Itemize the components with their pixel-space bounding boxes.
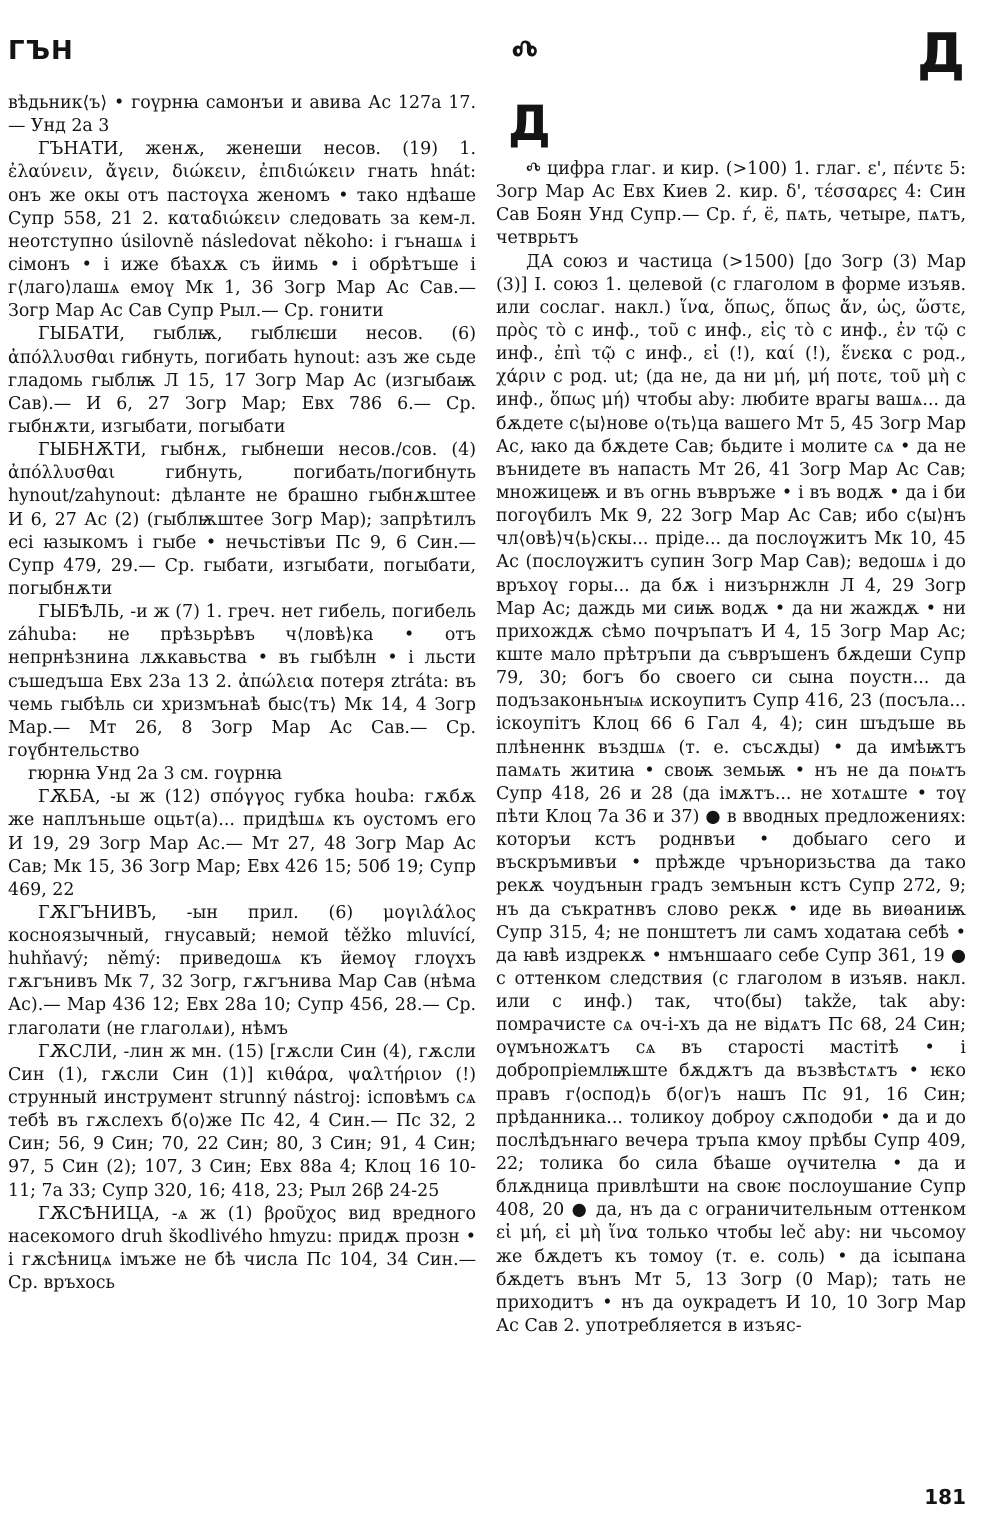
section-letter: Д bbox=[508, 96, 551, 152]
entry-da: ДА союз и частица (>1500) [до Зогр (3) Мар (3)] I. союз 1. целевой (с глаголом в форме изъяв. или сослаг. накл.) ἵνα, ὅπως, ὅπως ἄν, ὡς, ὥστε, πρὸς τὸ с инф., τοῦ с инф., εἰς τὸ с инф., ἐν τῷ с инф., ἐπὶ τῷ с инф., εἰ (!), καί (!), ἕνεκα с род., χάριν с род. ut; (да не, да ни μή, μή ποτε, τοῦ μὴ с инф., ὅπως μή) чтобы aby: любите врагы вашѧ... да бѫдете с⟨ы⟩нове о⟨ть⟩ца вашего Мт 5, 45 Зогр Мар Ас, ꙗко да бѫдете Сав; бьдите і молите сѧ • да не вънидете въ напасть Мт 26, 41 Зогр Мар Ас Сав; множицеѭ и въ огнь въвръже • і въ водѫ • да і би погоүбилъ Мк 9, 22 Зогр Мар Ас Сав; ибо с⟨ы⟩нъ чл⟨овѣ⟩ч⟨ь⟩скы... пріде... да послоүжитъ Мк 10, 45 Ас (послоүжитъ супин Зогр Мар Сав); ведошѧ і до връхоү горы... да бѫ і низърнжлн Л 4, 29 Зогр Мар Ас; даждь ми сиѭ водѫ • да ни жаждѫ • ни прихождѫ сѣмо почръпатъ И 4, 15 Зогр Мар Ас; кште мало прѣтръпи да съвръшенъ бѫдеши Супр 79, 30; богъ бо своего си сына поустн... да подъзаконьнꙑѩ искоупитъ Супр 416, 23 (посъла... іскоупітъ Клоц 66 6 Гал 4, 4); син шъдъше вь плѣненнк въздшѧ (т. е. съсѫды) • да имѣѭтъ памѧть житиꙗ • своѭ земьѭ • нъ не да поѩтъ Супр 418, 26 и 28 (да імѫтъ... не хотѧште • тоү пѣти Клоц 7а 36 и 37) ● в вводных предложениях: которъи кстъ роднвъи • добыаго сего и въскръмивъи • прѣжде чръноризьства да тако рекѫ чоудънын градъ земънын кстъ Супр 272, 9; нъ да съкратнвъ слово рекѫ • иде вь виѳаниѭ Супр 315, 4; не понштетъ ли самъ ходатаꙗ себѣ • да ꙗвѣ издрекѫ • нмъншааго себе Супр 361, 19 ● с оттенком следствия (с глаголом в изъяв. накл. или с инф.) так, что(бы) takže, tak aby: помрачисте сѧ оч-і-хъ да не відѧтъ Пс 68, 24 Син; оүмъножѧтъ сѧ въ старості мастітѣ • і добропріемлѭште бѫдѫтъ да възвѣстѧтъ • ѥко правъ г⟨оспод⟩ь б⟨ог⟩ъ нашъ Пс 91, 16 Син; прѣданника... толикоу доброу сѫподоби • да и до послѣдънꙗго вечера тръпа кмоу прѣбы Супр 409, 22; толика бо сила бѣаше оүчителꙗ • да и блѫдница привлѣшти на своѥ послоушание Супр 408, 20 ● да, нъ да с ограничительным оттенком εἰ μή, εἰ μὴ ἵνα только чтобы leč aby: ни чьсомоу же бѫдетъ къ томоу (т. е. соль) • да ісыпана бѫдетъ вънъ Мт 5, 13 Зогр (0 Мар); тать не приходитъ • нъ да оукрадетъ И 10, 10 Зогр Мар Ас Сав 2. употребляется в изъяс- bbox=[496, 251, 966, 1337]
entry-d-numeral: Ⰴ цифра глаг. и кир. (>100) 1. глаг. ε', πέντε 5: Зогр Мар Ас Евх Киев 2. кир. δ', τέσσαρες 4: Син Сав Боян Унд Супр.— Ср. ѓ, є̈, пѧть, четыре, пѧтъ, четврьтъ bbox=[496, 159, 966, 249]
entry-gogniv: ГѪГЪНИВЪ, -ын прил. (6) μογιλάλος косноязычный, гнусавый; немой těžko mluvící, huhňavý; němý: приведошѧ къ ӥемоү глоүхъ гѫгънивъ Мк 7, 32 Зогр, гѫгънива Мар Сав (нѣма Ас).— Мар 436 12; Евх 28а 10; Супр 456, 28.— Ср. глаголати (не глаголѧи), нѣмъ bbox=[8, 902, 476, 1039]
page-number: 181 bbox=[924, 1485, 966, 1509]
entry-goba: ГѪБА, -ы ж (12) σπόγγος губка houba: гѫбѫ же наплъньше оцьт(а)... придѣшѧ къ оустомъ его И 19, 29 Зогр Мар Ас.— Мт 27, 48 Зогр Мар Ас Сав; Мк 15, 36 Зогр Мар; Евх 426 15; 50б 19; Супр 469, 22 bbox=[8, 787, 476, 900]
entry-gybnoti: ГЫБНѪТИ, гыбнѫ, гыбнеши несов./сов. (4) ἀπόλλυσθαι гибнуть, погибать/погибнуть hynout/zahynout: дѣланте не брашно гыбнѫштее И 6, 27 Ас (2) (гыблѭштее Зогр Мар); запрѣтилъ есі ꙗзыкомъ і гыбе • нечьстівъи Пс 9, 6 Син.— Супр 479, 29.— Ср. гыбати, изгыбати, погыбати, погыбнѫти bbox=[8, 440, 476, 599]
entry-continuation: вѣдьник⟨ъ⟩ • гоүрнꙗ самонъи и авива Ас 127а 17.— Унд 2а 3 bbox=[8, 93, 476, 137]
entry-gyurnya: гюрнꙗ Унд 2а 3 см. гоүрнꙗ bbox=[28, 764, 283, 785]
entry-gybati: ГЫБАТИ, гыблѭ, гыблѥши несов. (6) ἀπόλλυσθαι гибнуть, погибать hynout: азъ же сьде гладомь гыблѭ Л 15, 17 Зогр Мар Ас (изгыбаѭ Сав).— И 6, 27 Зогр Мар; Евх 786 6.— Ср. гыбнѫти, изгыбати, погыбати bbox=[8, 324, 476, 437]
entry-gunati: ГЪНАТИ, женѫ, женеши несов. (19) 1. ἐλαύνειν, ἄγειν, διώκειν, ἐπιδιώκειν гнать hnát: онъ же окы отъ пастоүха женомъ • тако ндѣаше Супр 558, 21 2. καταδιώκειν следовать за кем-л. неотступно úsilovně následovat někoho: і гънашѧ і сімонъ • і иже бѣахѫ съ ӥимь • і обрѣтъше і г⟨лаго⟩лашѧ емоү Мк 1, 36 Зогр Мар Ас Сав.— Зогр Мар Ас Сав Супр Рыл.— Ср. гонити bbox=[8, 139, 476, 322]
left-column bbox=[8, 92, 476, 1295]
running-letter-cyrillic: Д bbox=[917, 22, 966, 85]
entry-gosenica: ГѪСѢНИЦА, -ѧ ж (1) βροῦχος вид вредного насекомого druh škodlivého hmyzu: придѫ прозн • і гѫсѣницѧ імъже не бѣ числа Пс 104, 34 Син.— Ср. връхось bbox=[8, 1203, 476, 1294]
right-column bbox=[496, 158, 966, 1338]
entry-gybel: ГЫБѢЛЬ, -и ж (7) 1. греч. нет гибель, погибель záhuba: не прѣзьрѣвъ ч⟨ловѣ⟩ка • отъ непрнѣзнина лѫкавьства • въ гыбѣлн • і льсти съшедъша Евх 23а 13 2. ἀπώλεια потеря ztráta: въ чемь гыбѣль си хризмънаѣ быс⟨тъ⟩ Мк 14, 4 Зогр Мар.— Мт 26, 8 Зогр Мар Ас Сав.— Ср. гоүбнтельство bbox=[8, 602, 476, 761]
running-letter-glagolitic: Ⰴ bbox=[512, 34, 538, 69]
entry-gosli: ГѪСЛИ, -лин ж мн. (15) [гѫсли Син (4), гѫсли Син (1), гѫсли Син (1)] κιθάρα, ψαλτήριον (!) струнный инструмент strunný nástroj: ісповѣмъ сѧ тебѣ въ гѫслехъ б⟨о⟩же Пс 42, 4 Син.— Пс 32, 2 Син; 56, 9 Син; 70, 22 Син; 80, 3 Син; 91, 4 Син; 97, 5 Син (2); 107, 3 Син; Евх 88а 4; Клоц 16 10-11; 7а 33; Супр 320, 16; 418, 23; Рыл 26β 24-25 bbox=[8, 1041, 476, 1201]
running-headword-left: ГЪН bbox=[8, 36, 74, 66]
